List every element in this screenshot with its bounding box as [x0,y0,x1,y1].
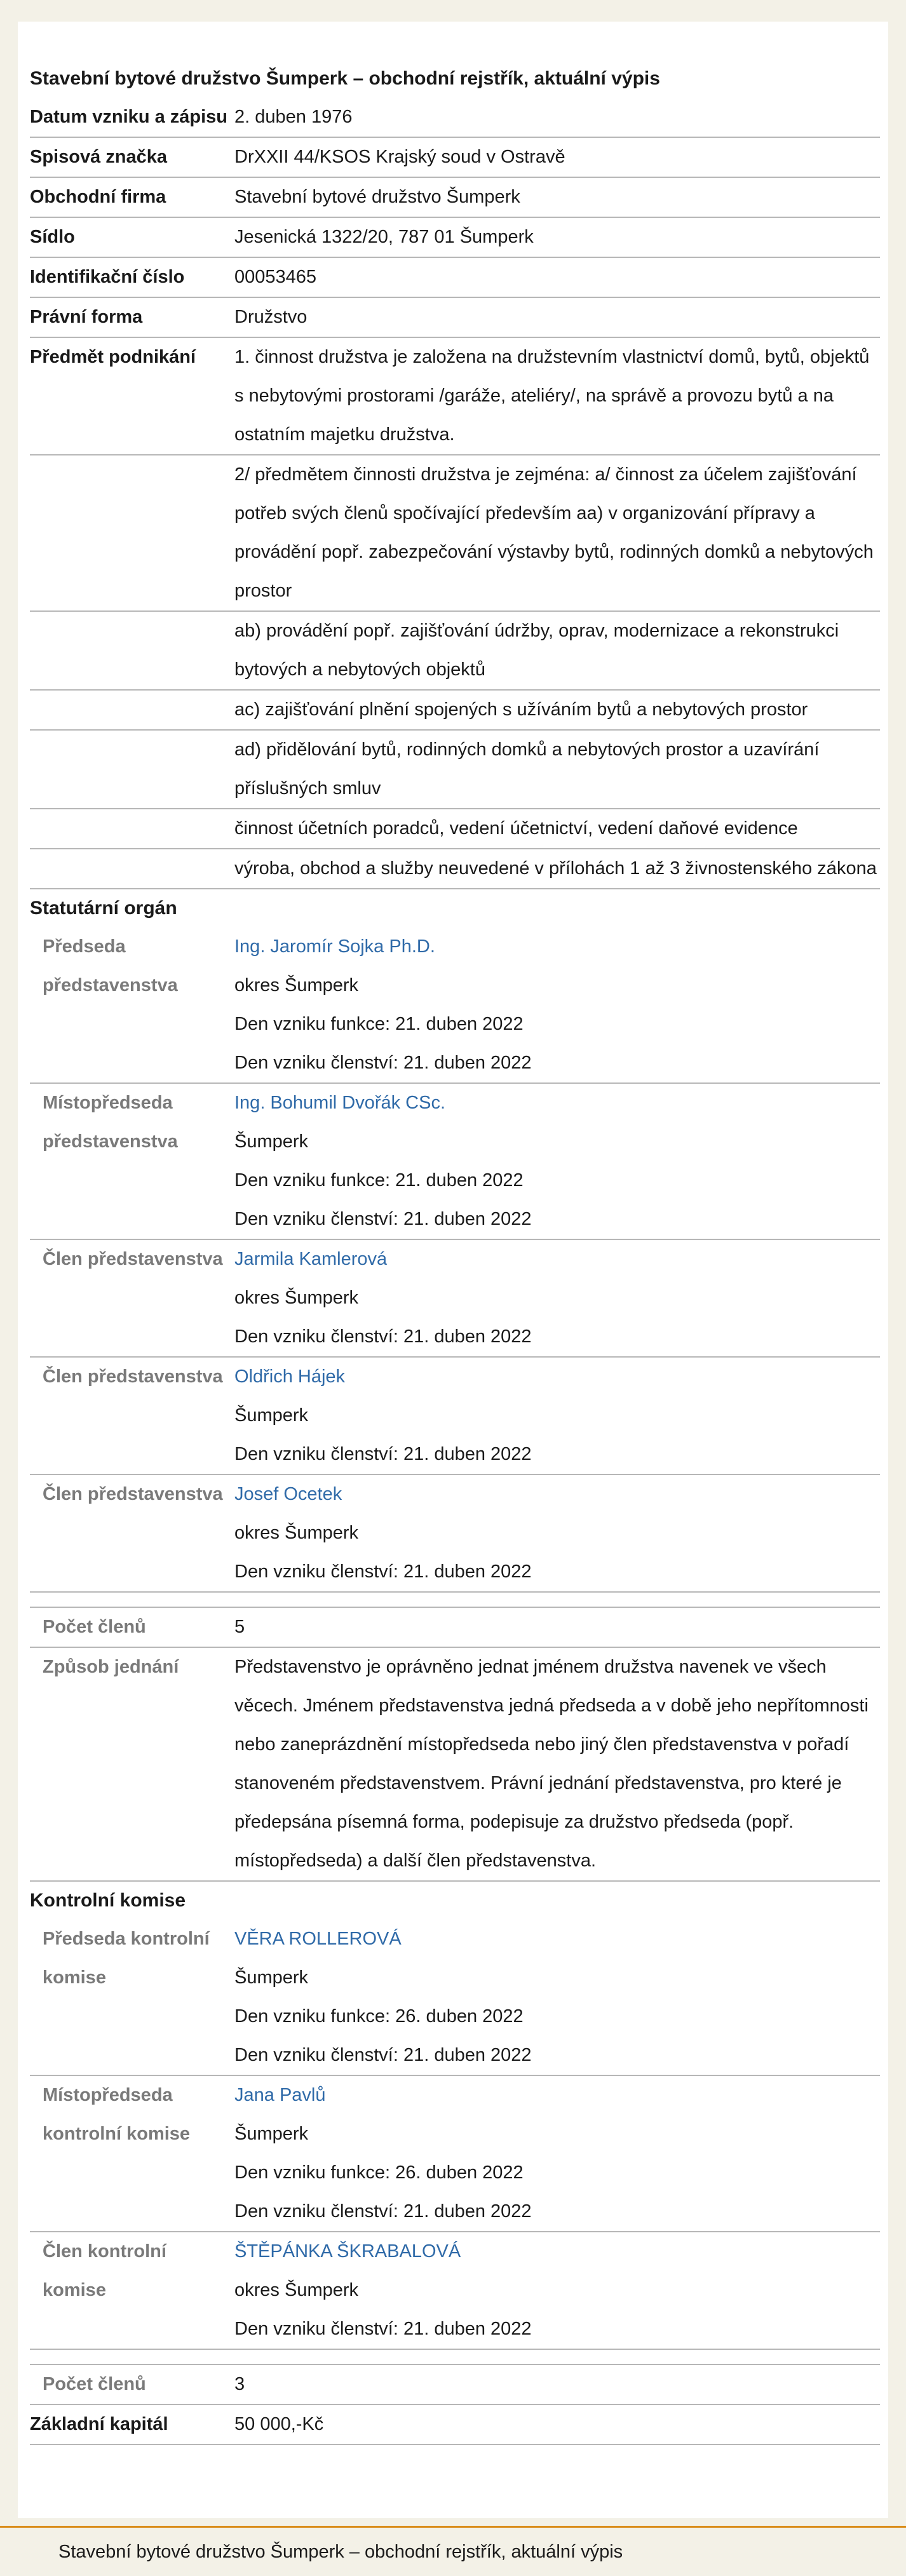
row-identifikacni-cislo [30,258,880,298]
member-role: Místopředseda kontrolní komise [43,2085,191,2144]
member-place: okres Šumperk [234,1288,359,1308]
section-heading-statutarni-organ: Statutární orgán [30,898,177,919]
member-name-link[interactable]: Jarmila Kamlerová [234,1249,388,1269]
member-place: okres Šumperk [234,975,359,995]
label-datum-vzniku: Datum vzniku a zápisu [30,107,228,127]
member-name-link[interactable]: Ing. Jaromír Sojka Ph.D. [234,936,435,957]
predmet-item: 2/ předmětem činnosti družstva je zejména: a/ činnost za účelem zajišťování potřeb svých členů spočívající především aa) v organizování přípravy a provádění popř. zabezpečování výstavby bytů, rodinných domků a nebytových prostor [234,464,874,601]
member-place: Šumperk [234,1131,309,1152]
predmet-item: 1. činnost družstva je založena na družstevním vlastnictví domů, bytů, objektů s nebytovými prostorami /garáže, ateliéry/, na správě a provozu bytů a na ostatním majetku družstva. [234,347,870,445]
kontrolni-member-clen [30,2232,880,2350]
label-obchodni-firma: Obchodní firma [30,187,166,207]
divider [30,2350,880,2365]
statutarni-member-mistopredseda [30,1084,880,1240]
member-name-link[interactable]: Oldřich Hájek [234,1366,346,1387]
member-name-link[interactable]: Jana Pavlů [234,2085,326,2105]
value-pocet-clenu: 3 [234,2374,245,2394]
row-datum-vzniku [30,98,880,138]
value-pocet-clenu: 5 [234,1617,245,1637]
label-pravni-forma: Právní forma [30,307,143,327]
document-sheet [18,22,888,2518]
row-pocet-clenu-kontrolni [30,2365,880,2405]
label-identifikacni-cislo: Identifikační číslo [30,267,185,287]
member-funkce-date: Den vzniku funkce: 21. duben 2022 [234,1170,524,1190]
member-place: Šumperk [234,1967,309,1988]
row-zpusob-jednani [30,1648,880,1882]
member-name-link[interactable]: ŠTĚPÁNKA ŠKRABALOVÁ [234,2241,461,2262]
value-pravni-forma: Družstvo [234,307,308,327]
row-predmet-3 [30,612,880,691]
kontrolni-member-mistopredseda [30,2076,880,2232]
row-predmet-1 [30,338,880,455]
label-predmet-podnikani: Předmět podnikání [30,347,196,367]
value-identifikacni-cislo: 00053465 [234,267,317,287]
member-place: okres Šumperk [234,2280,359,2300]
statutarni-member-clen-3 [30,1475,880,1593]
value-obchodni-firma: Stavební bytové družstvo Šumperk [234,187,520,207]
divider [30,1593,880,1608]
statutarni-member-predseda [30,927,880,1084]
section-heading-kontrolni-komise: Kontrolní komise [30,1890,186,1911]
member-clenstvi-date: Den vzniku členství: 21. duben 2022 [234,1561,532,1582]
label-pocet-clenu: Počet členů [43,1617,146,1637]
member-place: Šumperk [234,1405,309,1426]
member-clenstvi-date: Den vzniku členství: 21. duben 2022 [234,2201,532,2222]
member-place: Šumperk [234,2124,309,2144]
label-pocet-clenu: Počet členů [43,2374,146,2394]
member-funkce-date: Den vzniku funkce: 26. duben 2022 [234,2162,524,2183]
member-clenstvi-date: Den vzniku členství: 21. duben 2022 [234,2045,532,2065]
member-clenstvi-date: Den vzniku členství: 21. duben 2022 [234,1053,532,1073]
member-role: Člen představenstva [43,1249,223,1269]
predmet-item: ab) provádění popř. zajišťování údržby, oprav, modernizace a rekonstrukci bytových a nebytových objektů [234,621,839,680]
predmet-item: ac) zajišťování plnění spojených s užíváním bytů a nebytových prostor [234,699,808,720]
footer-title: Stavební bytové družstvo Šumperk – obchodní rejstřík, aktuální výpis [58,2542,623,2562]
member-clenstvi-date: Den vzniku členství: 21. duben 2022 [234,2319,532,2339]
label-spisova-znacka: Spisová značka [30,147,167,167]
value-spisova-znacka: DrXXII 44/KSOS Krajský soud v Ostravě [234,147,565,167]
value-zpusob-jednani: Představenstvo je oprávněno jednat jménem družstva navenek ve všech věcech. Jménem představenstva jedná předseda a v době jeho nepřítomnosti nebo zaneprázdnění místopředseda nebo jiný člen představenstva v pořadí stanoveném představenstvem. Právní jednání představenstva, pro které je předepsána písemná forma, podepisuje za družstvo předseda (popř. místopředseda) a další člen představenstva. [234,1657,869,1871]
member-role: Člen představenstva [43,1366,223,1387]
value-datum-vzniku: 2. duben 1976 [234,107,353,127]
row-predmet-2 [30,455,880,612]
member-role: Člen představenstva [43,1484,223,1504]
row-predmet-7 [30,849,880,889]
row-predmet-4 [30,691,880,731]
member-role: Předseda kontrolní komise [43,1929,210,1988]
row-predmet-5 [30,731,880,809]
member-role: Člen kontrolní komise [43,2241,166,2300]
row-sidlo [30,218,880,258]
row-pocet-clenu-statutarni [30,1608,880,1648]
predmet-item: výroba, obchod a služby neuvedené v přílohách 1 až 3 živnostenského zákona [234,858,877,879]
statutarni-member-clen-2 [30,1358,880,1475]
label-zakladni-kapital: Základní kapitál [30,2414,168,2434]
member-clenstvi-date: Den vzniku členství: 21. duben 2022 [234,1326,532,1347]
label-zpusob-jednani: Způsob jednání [43,1657,179,1677]
member-clenstvi-date: Den vzniku členství: 21. duben 2022 [234,1209,532,1229]
member-funkce-date: Den vzniku funkce: 21. duben 2022 [234,1014,524,1034]
member-role: Místopředseda představenstva [43,1093,178,1152]
row-zakladni-kapital [30,2405,880,2445]
row-spisova-znacka [30,138,880,178]
member-role: Předseda představenstva [43,936,178,995]
member-name-link[interactable]: Ing. Bohumil Dvořák CSc. [234,1093,446,1113]
predmet-item: ad) přidělování bytů, rodinných domků a nebytových prostor a uzavírání příslušných smluv [234,739,820,799]
member-funkce-date: Den vzniku funkce: 26. duben 2022 [234,2006,524,2026]
kontrolni-member-predseda [30,1920,880,2076]
row-obchodni-firma [30,178,880,218]
row-pravni-forma [30,298,880,338]
member-name-link[interactable]: Josef Ocetek [234,1484,342,1504]
value-sidlo: Jesenická 1322/20, 787 01 Šumperk [234,227,534,247]
statutarni-member-clen-1 [30,1240,880,1358]
predmet-item: činnost účetních poradců, vedení účetnictví, vedení daňové evidence [234,818,798,839]
register-extract [30,60,880,2445]
row-predmet-6 [30,809,880,849]
member-clenstvi-date: Den vzniku členství: 21. duben 2022 [234,1444,532,1464]
label-sidlo: Sídlo [30,227,75,247]
footer-bar [0,2526,906,2576]
member-place: okres Šumperk [234,1523,359,1543]
page-title: Stavební bytové družstvo Šumperk – obchodní rejstřík, aktuální výpis [30,68,660,89]
member-name-link[interactable]: VĚRA ROLLEROVÁ [234,1929,402,1949]
value-zakladni-kapital: 50 000,-Kč [234,2414,324,2434]
